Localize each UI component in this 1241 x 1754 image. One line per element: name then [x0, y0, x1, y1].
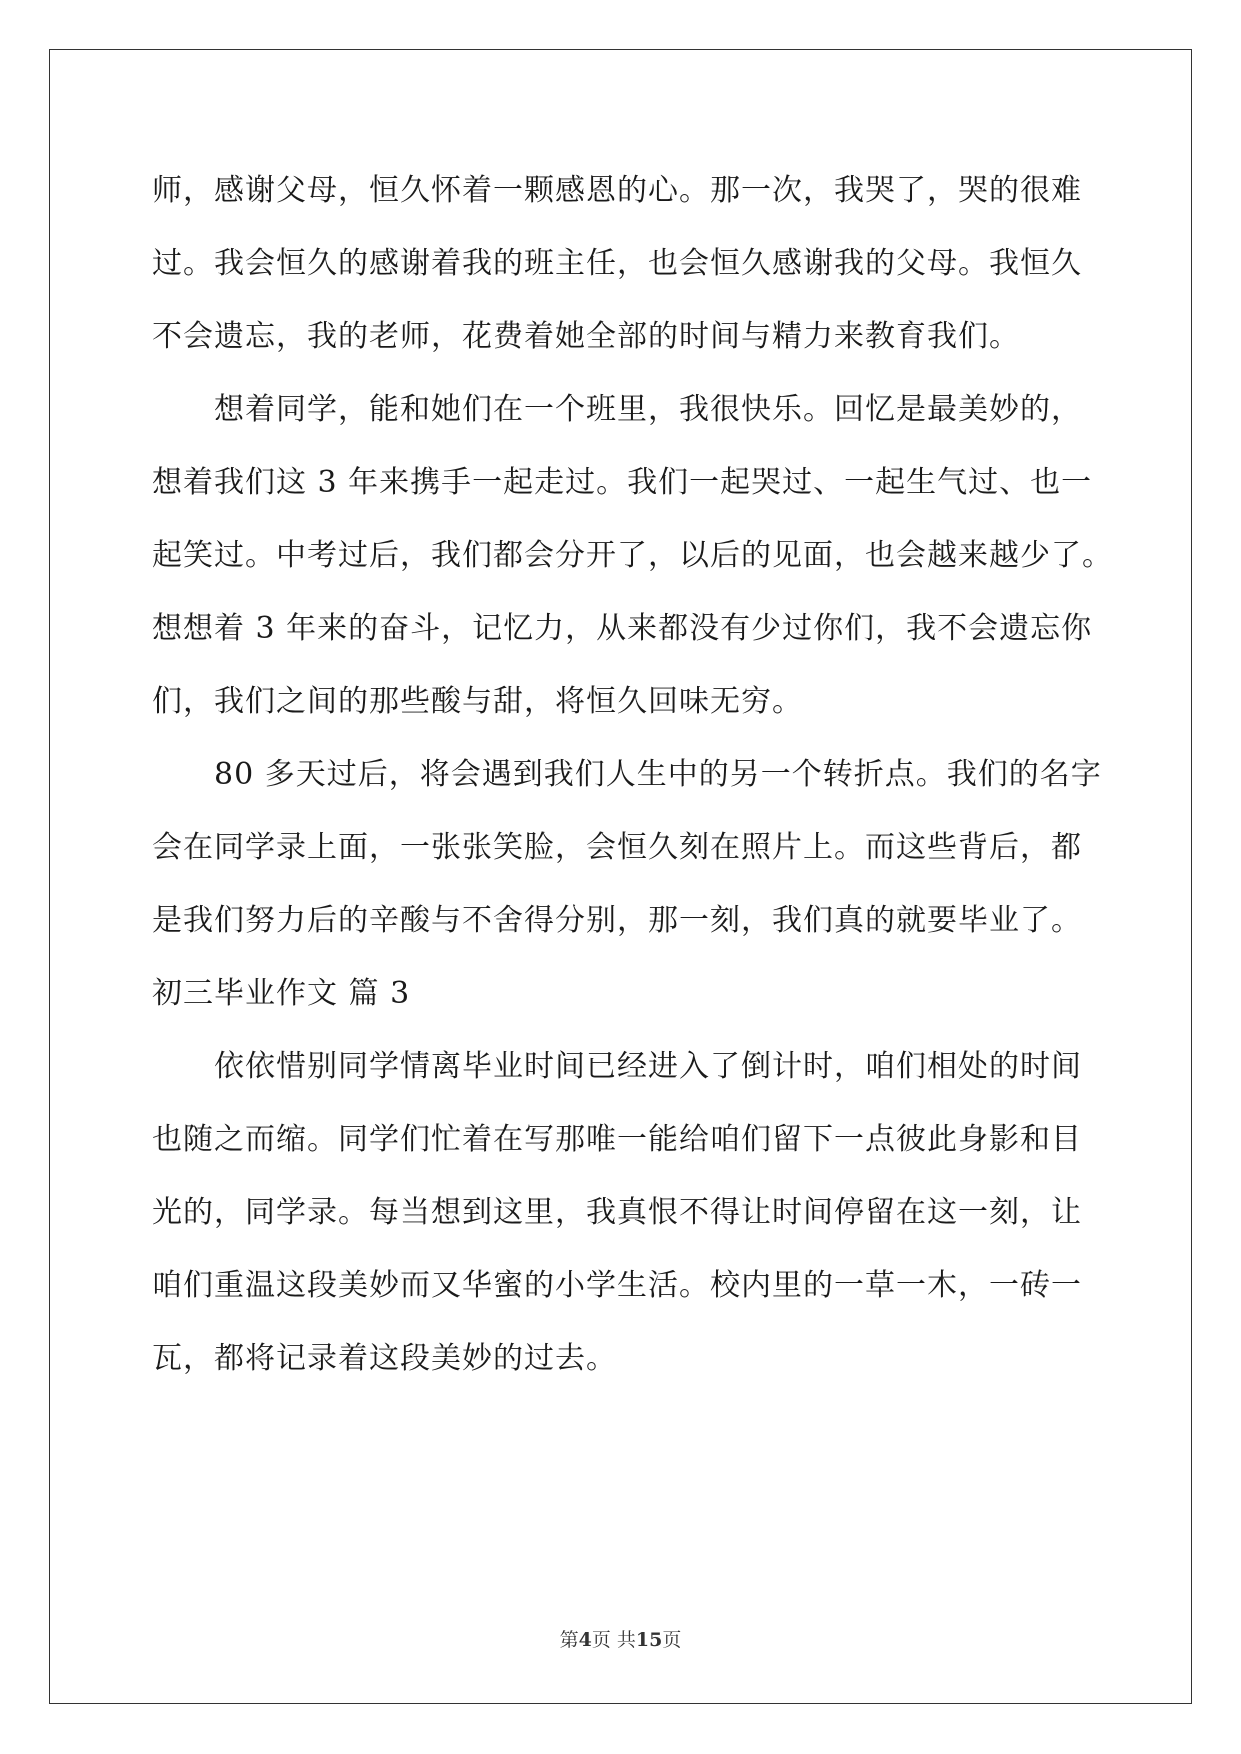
text-line: 想着我们这 3 年来携手一起走过。我们一起哭过、一起生气过、也一 — [152, 465, 1093, 500]
text-line: 也随之而缩。同学们忙着在写那唯一能给咱们留下一点彼此身影和目 — [152, 1122, 1082, 1157]
page-footer — [0, 1625, 1241, 1652]
footer-prefix: 第 — [559, 1629, 579, 1651]
text-line: 80 多天过后，将会遇到我们人生中的另一个转折点。我们的名字 — [214, 757, 1102, 792]
text-line: 咱们重温这段美妙而又华蜜的小学生活。校内里的一草一木，一砖一 — [152, 1268, 1082, 1303]
text-line: 初三毕业作文 篇 3 — [152, 976, 411, 1011]
text-line: 会在同学录上面，一张张笑脸，会恒久刻在照片上。而这些背后，都 — [152, 830, 1082, 865]
text-line: 是我们努力后的辛酸与不舍得分别，那一刻，我们真的就要毕业了。 — [152, 903, 1082, 938]
footer-suffix: 页 — [662, 1629, 682, 1651]
footer-total-pages: 15 — [635, 1629, 663, 1651]
document-body — [152, 154, 1113, 1395]
text-line: 过。我会恒久的感谢着我的班主任，也会恒久感谢我的父母。我恒久 — [152, 246, 1082, 281]
text-line: 瓦，都将记录着这段美妙的过去。 — [152, 1341, 617, 1376]
text-line: 师，感谢父母，恒久怀着一颗感恩的心。那一次，我哭了，哭的很难 — [152, 173, 1082, 208]
footer-mid: 页 共 — [591, 1629, 636, 1651]
text-line: 光的，同学录。每当想到这里，我真恨不得让时间停留在这一刻，让 — [152, 1195, 1082, 1230]
text-line: 想着同学，能和她们在一个班里，我很快乐。回忆是最美妙的， — [214, 392, 1082, 427]
text-line: 不会遗忘，我的老师，花费着她全部的时间与精力来教育我们。 — [152, 319, 1020, 354]
footer-page-number: 4 — [578, 1629, 592, 1651]
text-line: 依依惜别同学情离毕业时间已经进入了倒计时，咱们相处的时间 — [214, 1049, 1082, 1084]
text-line: 起笑过。中考过后，我们都会分开了，以后的见面，也会越来越少了。 — [152, 538, 1113, 573]
text-line: 想想着 3 年来的奋斗，记忆力，从来都没有少过你们，我不会遗忘你 — [152, 611, 1093, 646]
text-line: 们，我们之间的那些酸与甜，将恒久回味无穷。 — [152, 684, 803, 719]
